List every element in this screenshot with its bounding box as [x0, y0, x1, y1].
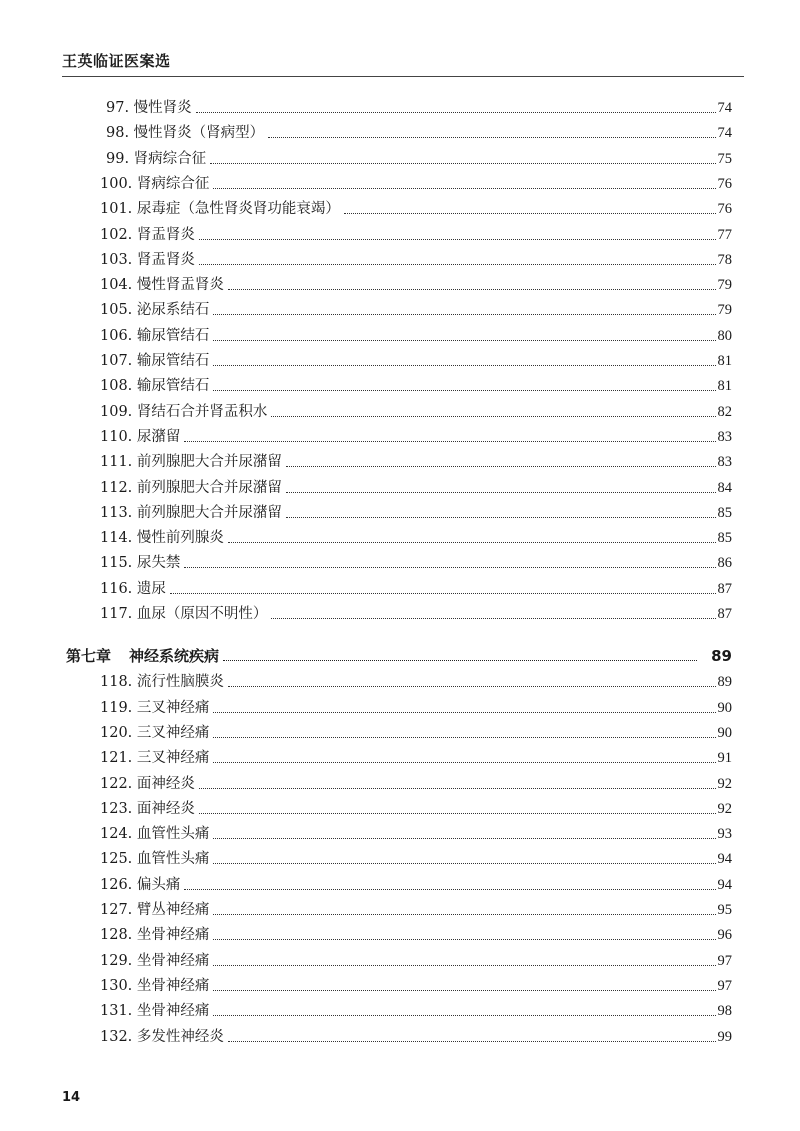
toc-entry — [100, 923, 732, 947]
toc-entry-title: 118. 流行性脑膜炎 — [100, 674, 224, 691]
toc-entry-page: 85 — [717, 504, 732, 521]
toc-entry — [100, 670, 732, 694]
toc-entry-page: 90 — [717, 724, 732, 741]
toc-entry-title: 128. 坐骨神经痛 — [100, 927, 210, 944]
toc-entry-page: 84 — [717, 479, 732, 496]
toc-entry — [100, 551, 732, 575]
toc-entry-page: 79 — [717, 277, 732, 294]
toc-entry-page: 98 — [717, 1003, 732, 1020]
toc-entry-title: 102. 肾盂肾炎 — [100, 226, 195, 243]
toc-entry-title: 111. 前列腺肥大合并尿潴留 — [100, 454, 282, 471]
toc-entry-title: 116. 遗尿 — [100, 580, 166, 597]
dot-leader — [228, 1040, 716, 1042]
toc-entry — [100, 898, 732, 922]
toc-entry — [100, 324, 732, 348]
dot-leader — [213, 837, 715, 839]
toc-entry — [106, 96, 732, 120]
toc-entry-title: 131. 坐骨神经痛 — [100, 1003, 210, 1020]
toc-entry-title: 105. 泌尿系结石 — [100, 302, 210, 319]
toc-entry — [100, 349, 732, 373]
dot-leader — [184, 440, 715, 442]
toc-entry — [100, 526, 732, 550]
toc-entry-page: 94 — [717, 876, 732, 893]
toc-entry-title: 112. 前列腺肥大合并尿潴留 — [100, 479, 282, 496]
toc-entry-page: 81 — [717, 378, 732, 395]
toc-entry-page: 95 — [717, 902, 732, 918]
dot-leader — [199, 787, 716, 789]
dot-leader — [344, 212, 716, 214]
toc-entry-page: 76 — [717, 175, 732, 192]
toc-entry-page: 96 — [717, 927, 732, 944]
dot-leader — [286, 516, 716, 518]
toc-entry-title: 106. 输尿管结石 — [100, 327, 210, 344]
toc-entry-page: 82 — [717, 403, 732, 420]
page-number: 14 — [62, 1090, 81, 1105]
toc-entry-title: 114. 慢性前列腺炎 — [100, 530, 224, 547]
toc-entry — [106, 147, 732, 171]
toc-entry-page: 91 — [717, 750, 732, 767]
toc-entry-title: 104. 慢性肾盂肾炎 — [100, 277, 224, 294]
chapter-number: 第七章 — [66, 647, 112, 666]
toc-entry — [100, 400, 732, 424]
chapter-page: 89 — [711, 647, 732, 666]
toc-entry-title: 110. 尿潴留 — [100, 428, 181, 445]
toc-entry-title: 101. 尿毒症（急性肾炎肾功能衰竭） — [100, 201, 340, 218]
dot-leader — [271, 617, 715, 619]
dot-leader — [199, 812, 716, 814]
dot-leader — [213, 736, 715, 738]
dot-leader — [213, 187, 715, 189]
toc-entry — [100, 772, 732, 796]
chapter-title: 神经系统疾病 — [129, 647, 220, 666]
chapter-heading — [66, 643, 732, 669]
toc-entry-title: 125. 血管性头痛 — [100, 851, 210, 868]
toc-entry-page: 90 — [717, 699, 732, 716]
dot-leader — [213, 938, 715, 940]
toc-entry-title: 130. 坐骨神经痛 — [100, 977, 210, 994]
dot-leader — [199, 263, 716, 265]
toc-entry-title: 109. 肾结石合并肾盂积水 — [100, 403, 268, 420]
toc-entry-title: 129. 坐骨神经痛 — [100, 952, 210, 969]
toc-entry-title: 124. 血管性头痛 — [100, 826, 210, 843]
toc-entry-page: 93 — [717, 826, 732, 843]
toc-entry-title: 99. 肾病综合征 — [106, 150, 207, 167]
toc-entry-page: 81 — [717, 353, 732, 369]
toc-entry — [100, 746, 732, 770]
toc-entry-title: 100. 肾病综合征 — [100, 175, 210, 192]
dot-leader — [228, 685, 716, 687]
dot-leader — [213, 913, 715, 915]
toc-entry — [100, 197, 732, 221]
dot-leader — [286, 491, 716, 493]
toc-entry-page: 79 — [717, 302, 732, 319]
toc-entry-page: 99 — [717, 1028, 732, 1045]
toc-entry-page: 97 — [717, 977, 732, 994]
toc-entry — [100, 602, 732, 626]
toc-entry — [100, 797, 732, 821]
toc-entry — [100, 248, 732, 272]
dot-leader — [213, 989, 715, 991]
toc-entry — [100, 223, 732, 247]
dot-leader — [223, 659, 697, 661]
toc-entry — [100, 374, 732, 398]
toc-entry — [100, 822, 732, 846]
dot-leader — [268, 136, 715, 138]
toc-entry-page: 74 — [717, 125, 732, 142]
toc-entry-title: 119. 三叉神经痛 — [100, 699, 210, 716]
toc-entry-page: 75 — [717, 150, 732, 167]
toc-entry — [100, 974, 732, 998]
toc-entry-title: 103. 肾盂肾炎 — [100, 251, 195, 268]
toc-entry-page: 92 — [717, 775, 732, 792]
toc-entry-page: 87 — [717, 606, 732, 622]
toc-entry-title: 120. 三叉神经痛 — [100, 724, 210, 741]
dot-leader — [271, 415, 715, 417]
toc-entry — [100, 298, 732, 322]
toc-entry — [100, 501, 732, 525]
toc-entry-title: 113. 前列腺肥大合并尿潴留 — [100, 504, 282, 521]
toc-entry — [100, 172, 732, 196]
toc-entry-page: 97 — [717, 952, 732, 969]
dot-leader — [228, 541, 716, 543]
dot-leader — [213, 711, 715, 713]
toc-entry — [100, 999, 732, 1023]
toc-entry-title: 127. 臂丛神经痛 — [100, 902, 210, 918]
toc-entry — [100, 696, 732, 720]
toc-entry — [100, 476, 732, 500]
dot-leader — [213, 964, 715, 966]
running-head-title: 王英临证医案选 — [62, 52, 171, 70]
toc-entry-page: 85 — [717, 530, 732, 547]
toc-entry-title: 98. 慢性肾炎（肾病型） — [106, 125, 265, 142]
dot-leader — [199, 238, 716, 240]
dot-leader — [210, 162, 715, 164]
dot-leader — [213, 1014, 715, 1016]
toc-entry-page: 78 — [717, 251, 732, 268]
dot-leader — [213, 313, 715, 315]
dot-leader — [196, 111, 716, 113]
toc-entry — [100, 577, 732, 601]
toc-entry-title: 117. 血尿（原因不明性） — [100, 606, 268, 622]
toc-entry-page: 87 — [717, 580, 732, 597]
toc-entry-title: 123. 面神经炎 — [100, 800, 195, 817]
toc-entry-title: 132. 多发性神经炎 — [100, 1028, 224, 1045]
toc-entry — [100, 273, 732, 297]
toc-entry-page: 83 — [717, 454, 732, 471]
toc-entry — [100, 873, 732, 897]
dot-leader — [228, 288, 716, 290]
toc-entry-page: 83 — [717, 428, 732, 445]
toc-entry-title: 115. 尿失禁 — [100, 555, 181, 572]
dot-leader — [286, 465, 716, 467]
toc-entry — [100, 425, 732, 449]
toc-entry-page: 94 — [717, 851, 732, 868]
toc-entry — [106, 121, 732, 145]
toc-entry — [100, 1025, 732, 1049]
toc-entry-title: 122. 面神经炎 — [100, 775, 195, 792]
header-rule — [62, 76, 744, 77]
dot-leader — [213, 364, 715, 366]
toc-entry-page: 92 — [717, 800, 732, 817]
toc-entry-title: 97. 慢性肾炎 — [106, 100, 192, 116]
toc-entry-title: 107. 输尿管结石 — [100, 353, 210, 369]
toc-entry-title: 108. 输尿管结石 — [100, 378, 210, 395]
toc-entry — [100, 949, 732, 973]
toc-entry-page: 89 — [717, 674, 732, 691]
toc-entry-page: 74 — [717, 100, 732, 116]
toc-entry-page: 76 — [717, 201, 732, 218]
toc-entry-page: 77 — [717, 226, 732, 243]
dot-leader — [184, 888, 715, 890]
toc-entry-page: 86 — [717, 555, 732, 572]
toc-entry-title: 126. 偏头痛 — [100, 876, 181, 893]
dot-leader — [213, 389, 715, 391]
dot-leader — [170, 592, 716, 594]
toc-entry — [100, 847, 732, 871]
dot-leader — [213, 761, 715, 763]
dot-leader — [184, 566, 715, 568]
toc-entry-title: 121. 三叉神经痛 — [100, 750, 210, 767]
dot-leader — [213, 339, 715, 341]
toc-entry — [100, 721, 732, 745]
toc-entry — [100, 450, 732, 474]
toc-entry-page: 80 — [717, 327, 732, 344]
dot-leader — [213, 862, 715, 864]
